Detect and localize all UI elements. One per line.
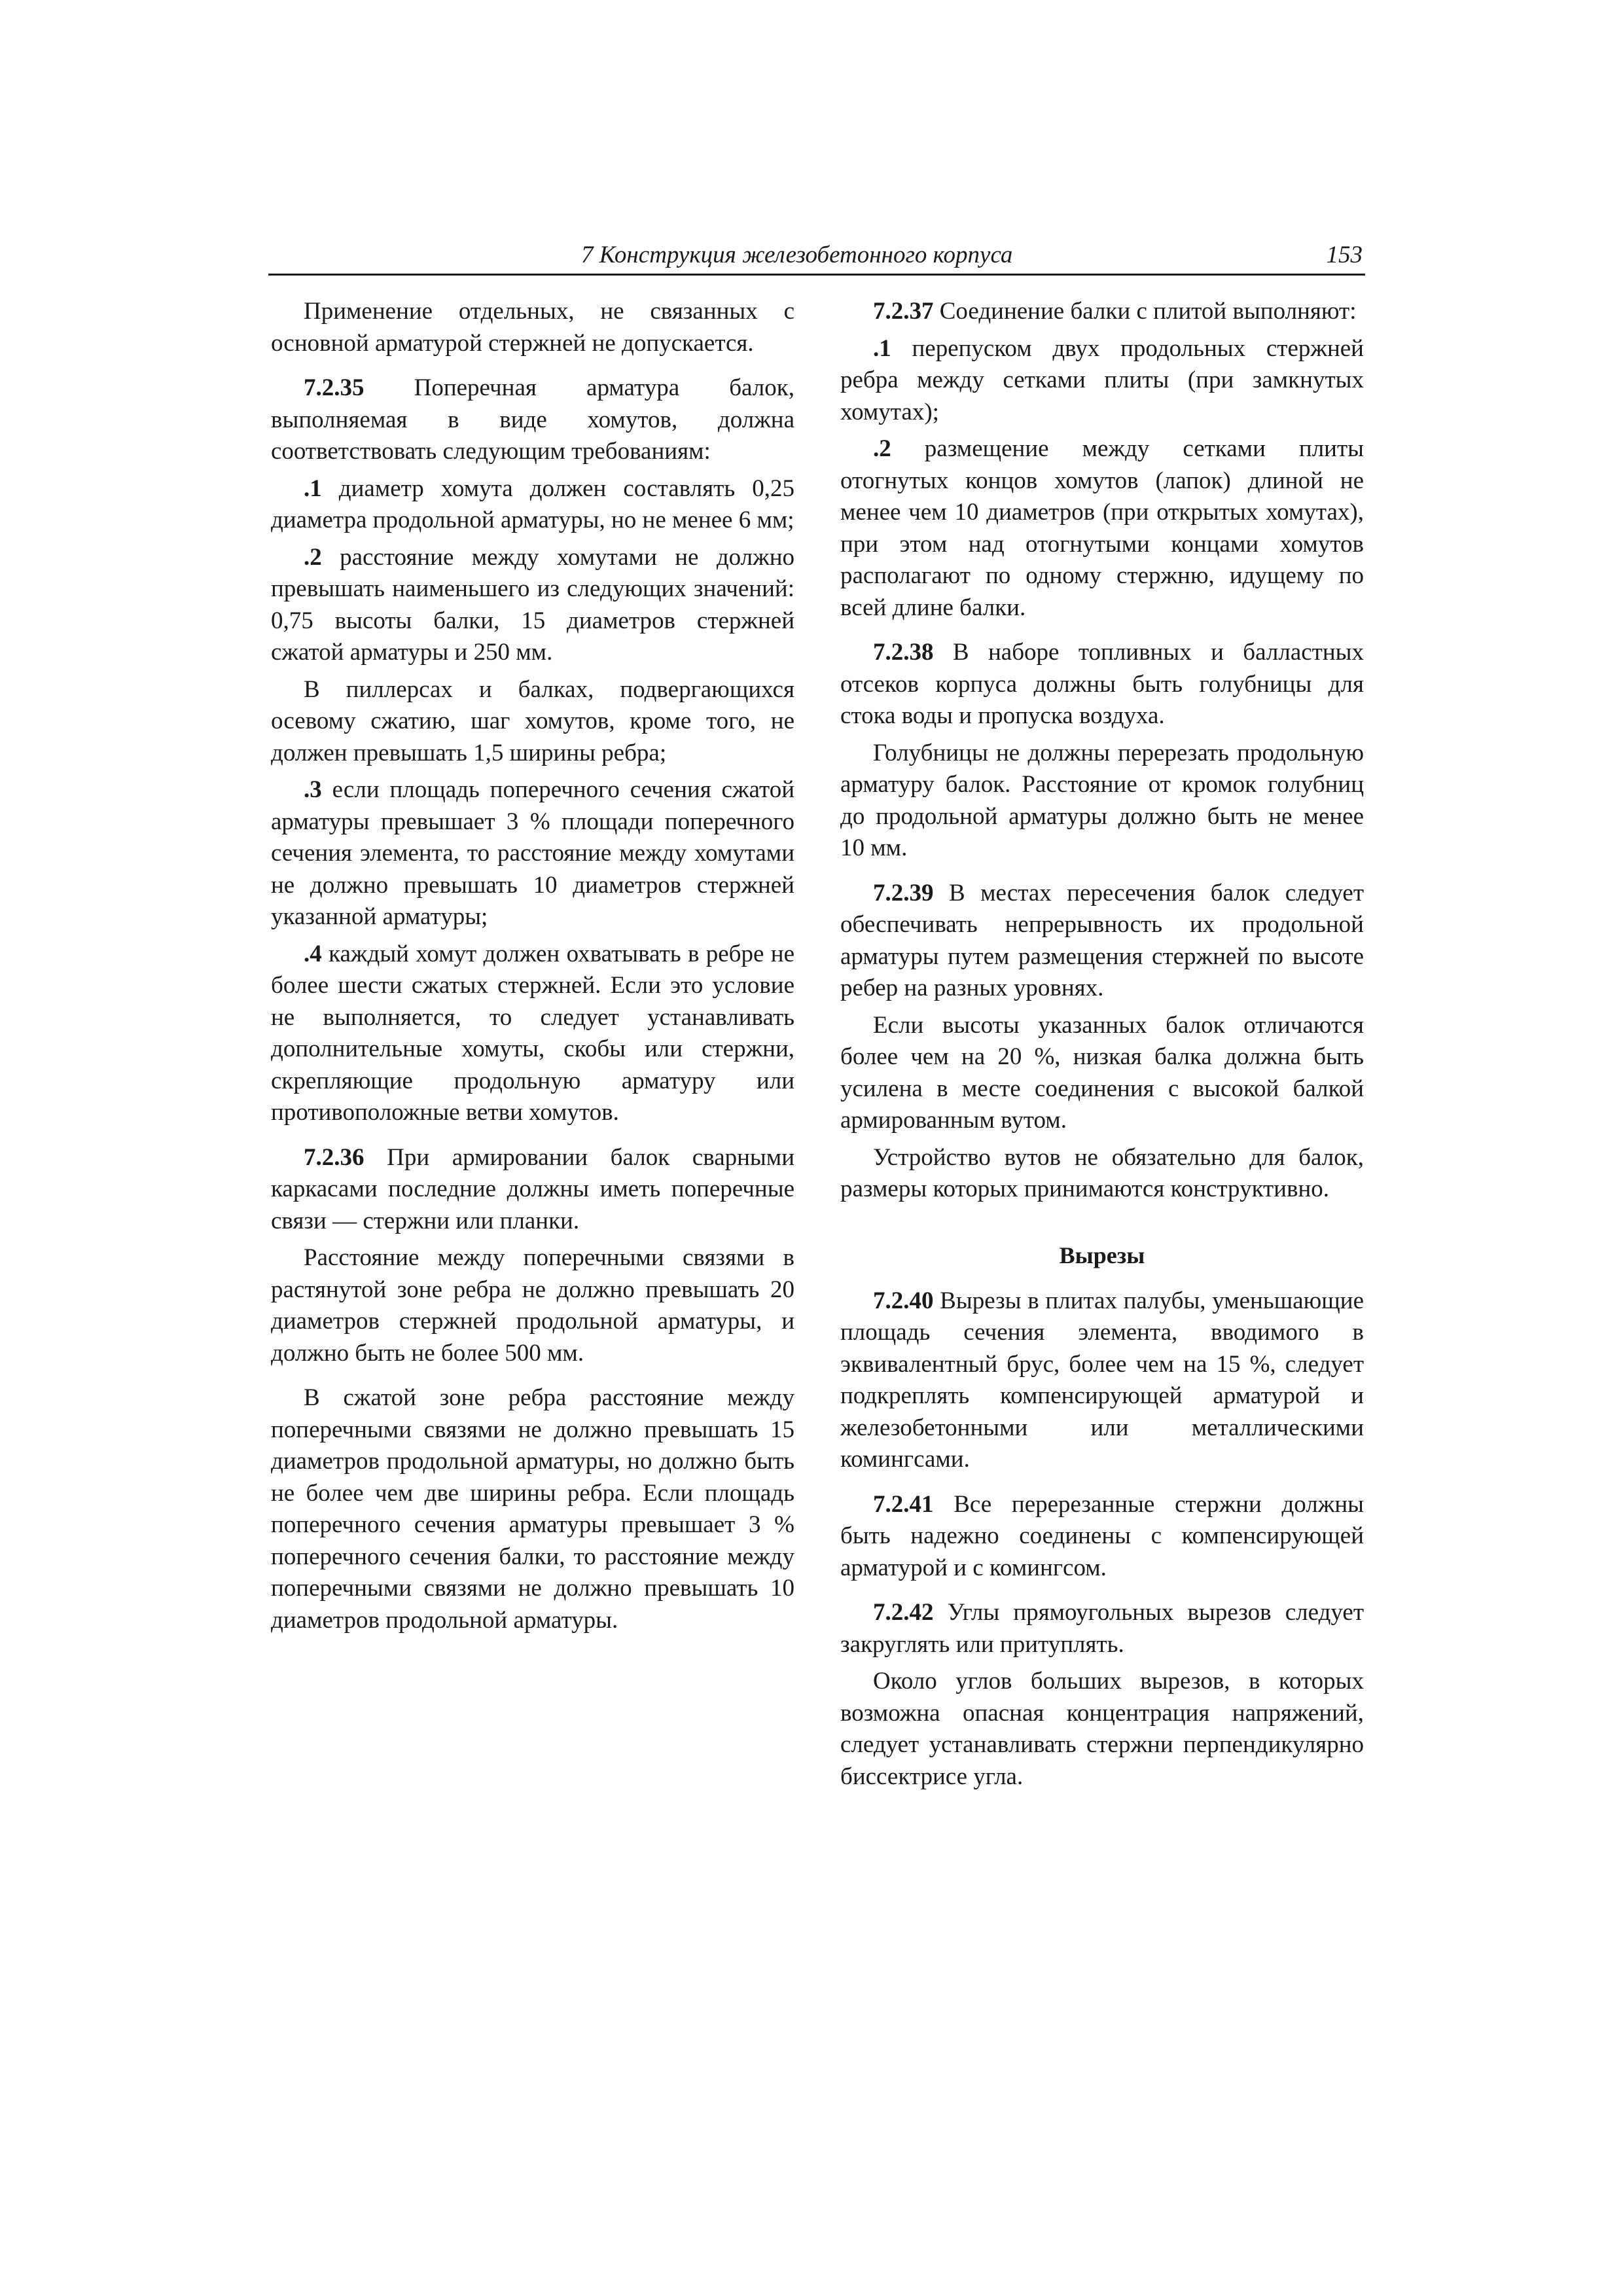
paragraph xyxy=(271,296,794,359)
paragraph-text: В пиллерсах и балках, подвергающихся осевому сжатию, шаг хомутов, кроме того, не должен превышать 1,5 ширины ребра; xyxy=(271,675,794,766)
paragraph xyxy=(271,1242,794,1369)
item-number: .3 xyxy=(304,776,322,803)
item-number: .2 xyxy=(304,543,322,571)
item-text: каждый хомут должен охватывать в ребре не более шести сжатых стержней. Если это условие не выполняется, то следует устанавливать дополнительные хомуты, скобы или стержни, скрепляющие продольную арматуру или противоположные ветви хомутов. xyxy=(271,940,794,1126)
paragraph xyxy=(840,1666,1364,1793)
section-7-2-35 xyxy=(271,372,794,468)
list-item-2 xyxy=(840,433,1364,624)
paragraph-text: Около углов больших вырезов, в которых возможна опасная концентрация напряжений, следует устанавливать стержни перпендикулярно биссектрисе угла. xyxy=(840,1668,1364,1790)
item-number: .1 xyxy=(873,334,891,362)
section-7-2-37 xyxy=(840,296,1364,328)
page-number: 153 xyxy=(1326,242,1363,268)
paragraph-text: Расстояние между поперечными связями в растянутой зоне ребра не должно превышать 20 диаметров стержней продольной арматуры, и должно быть не более 500 мм. xyxy=(271,1244,794,1367)
clause-number: 7.2.41 xyxy=(873,1490,934,1518)
item-number: .1 xyxy=(304,475,322,502)
section-7-2-40 xyxy=(840,1285,1364,1476)
clause-number: 7.2.39 xyxy=(873,879,934,906)
section-7-2-39 xyxy=(840,878,1364,1005)
section-subheading: Вырезы xyxy=(1059,1242,1145,1268)
item-number: .4 xyxy=(304,940,322,967)
paragraph xyxy=(271,674,794,770)
clause-number: 7.2.38 xyxy=(873,639,934,666)
left-column xyxy=(271,296,794,1649)
item-text: перепуском двух продольных стержней ребра между сетками плиты (при замкнутых хомутах); xyxy=(840,334,1364,425)
paragraph-text: Устройство вутов не обязательно для балок, размеры которых принимаются конструктивно. xyxy=(840,1143,1364,1202)
clause-text: Соединение балки с плитой выполняют: xyxy=(933,298,1357,325)
paragraph-text: Применение отдельных, не связанных с основной арматурой стержней не допускается. xyxy=(271,298,794,357)
running-header xyxy=(268,237,1365,276)
clause-text: Поперечная арматура балок, выполняемая в виде хомутов, должна соответствовать следующим требованиям: xyxy=(271,374,794,465)
section-7-2-38 xyxy=(840,637,1364,732)
clause-number: 7.2.35 xyxy=(304,374,365,401)
clause-text: Углы прямоугольных вырезов следует закруглять или притуплять. xyxy=(840,1599,1364,1658)
item-text: если площадь поперечного сечения сжатой арматуры превышает 3 % площади поперечного сечения элемента, то расстояние между хомутами не должно превышать 10 диаметров стержней указанной арматуры; xyxy=(271,776,794,930)
clause-number: 7.2.40 xyxy=(873,1287,934,1314)
list-item-1 xyxy=(271,473,794,537)
paragraph xyxy=(840,738,1364,865)
section-7-2-36 xyxy=(271,1142,794,1238)
clause-text: В наборе топливных и балластных отсеков корпуса должны быть голубницы для стока воды и пропуска воздуха. xyxy=(840,639,1364,729)
list-item-1 xyxy=(840,333,1364,429)
paragraph-text: Если высоты указанных балок отличаются более чем на 20 %, низкая балка должна быть усилена в месте соединения с высокой балкой армированным вутом. xyxy=(840,1011,1364,1134)
running-title: 7 Конструкция железобетонного корпуса xyxy=(581,242,1013,268)
clause-text: В местах пересечения балок следует обеспечивать непрерывность их продольной арматуры путем размещения стержней по высоте ребер на разных уровнях. xyxy=(840,879,1364,1001)
paragraph-text: В сжатой зоне ребра расстояние между поперечными связями не должно превышать 15 диаметров продольной арматуры, но должно быть не более чем две ширины ребра. Если площадь поперечного сечения арматуры превышает 3 % поперечного сечения балки, то расстояние между поперечными связями не должно превышать 10 диаметров продольной арматуры. xyxy=(271,1384,794,1634)
clause-number: 7.2.42 xyxy=(873,1599,934,1626)
clause-text: Все перерезанные стержни должны быть надежно соединены с компенсирующей арматурой и с комингсом. xyxy=(840,1490,1364,1581)
item-text: расстояние между хомутами не должно превышать наименьшего из следующих значений: 0,75 высоты балки, 15 диаметров стержней сжатой арматуры и 250 мм. xyxy=(271,543,794,666)
section-7-2-42 xyxy=(840,1597,1364,1660)
clause-number: 7.2.36 xyxy=(304,1143,365,1171)
item-text: размещение между сетками плиты отогнутых концов хомутов (лапок) длиной не менее чем 10 диаметров (при открытых хомутах), при этом над отогнутыми концами хомутов располагают по одному стержню, идущему по всей длине балки. xyxy=(840,435,1364,621)
paragraph xyxy=(840,1010,1364,1137)
paragraph xyxy=(271,1382,794,1636)
item-number: .2 xyxy=(873,435,891,462)
list-item-2 xyxy=(271,542,794,669)
section-7-2-41 xyxy=(840,1489,1364,1585)
list-item-4 xyxy=(271,939,794,1129)
item-text: диаметр хомута должен составлять 0,25 диаметра продольной арматуры, но не менее 6 мм; xyxy=(271,475,794,533)
clause-text: Вырезы в плитах палубы, уменьшающие площадь сечения элемента, вводимого в эквивалентный брус, более чем на 15 %, следует подкреплять компенсирующей арматурой и железобетонными или металлическими комингсами. xyxy=(840,1287,1364,1473)
list-item-3 xyxy=(271,774,794,933)
clause-number: 7.2.37 xyxy=(873,298,934,325)
paragraph-text: Голубницы не должны перерезать продольную арматуру балок. Расстояние от кромок голубниц до продольной арматуры должно быть не менее 10 мм. xyxy=(840,739,1364,861)
clause-text: При армировании балок сварными каркасами последние должны иметь поперечные связи — стержни или планки. xyxy=(271,1143,794,1234)
right-column xyxy=(840,296,1364,1806)
paragraph xyxy=(840,1142,1364,1206)
